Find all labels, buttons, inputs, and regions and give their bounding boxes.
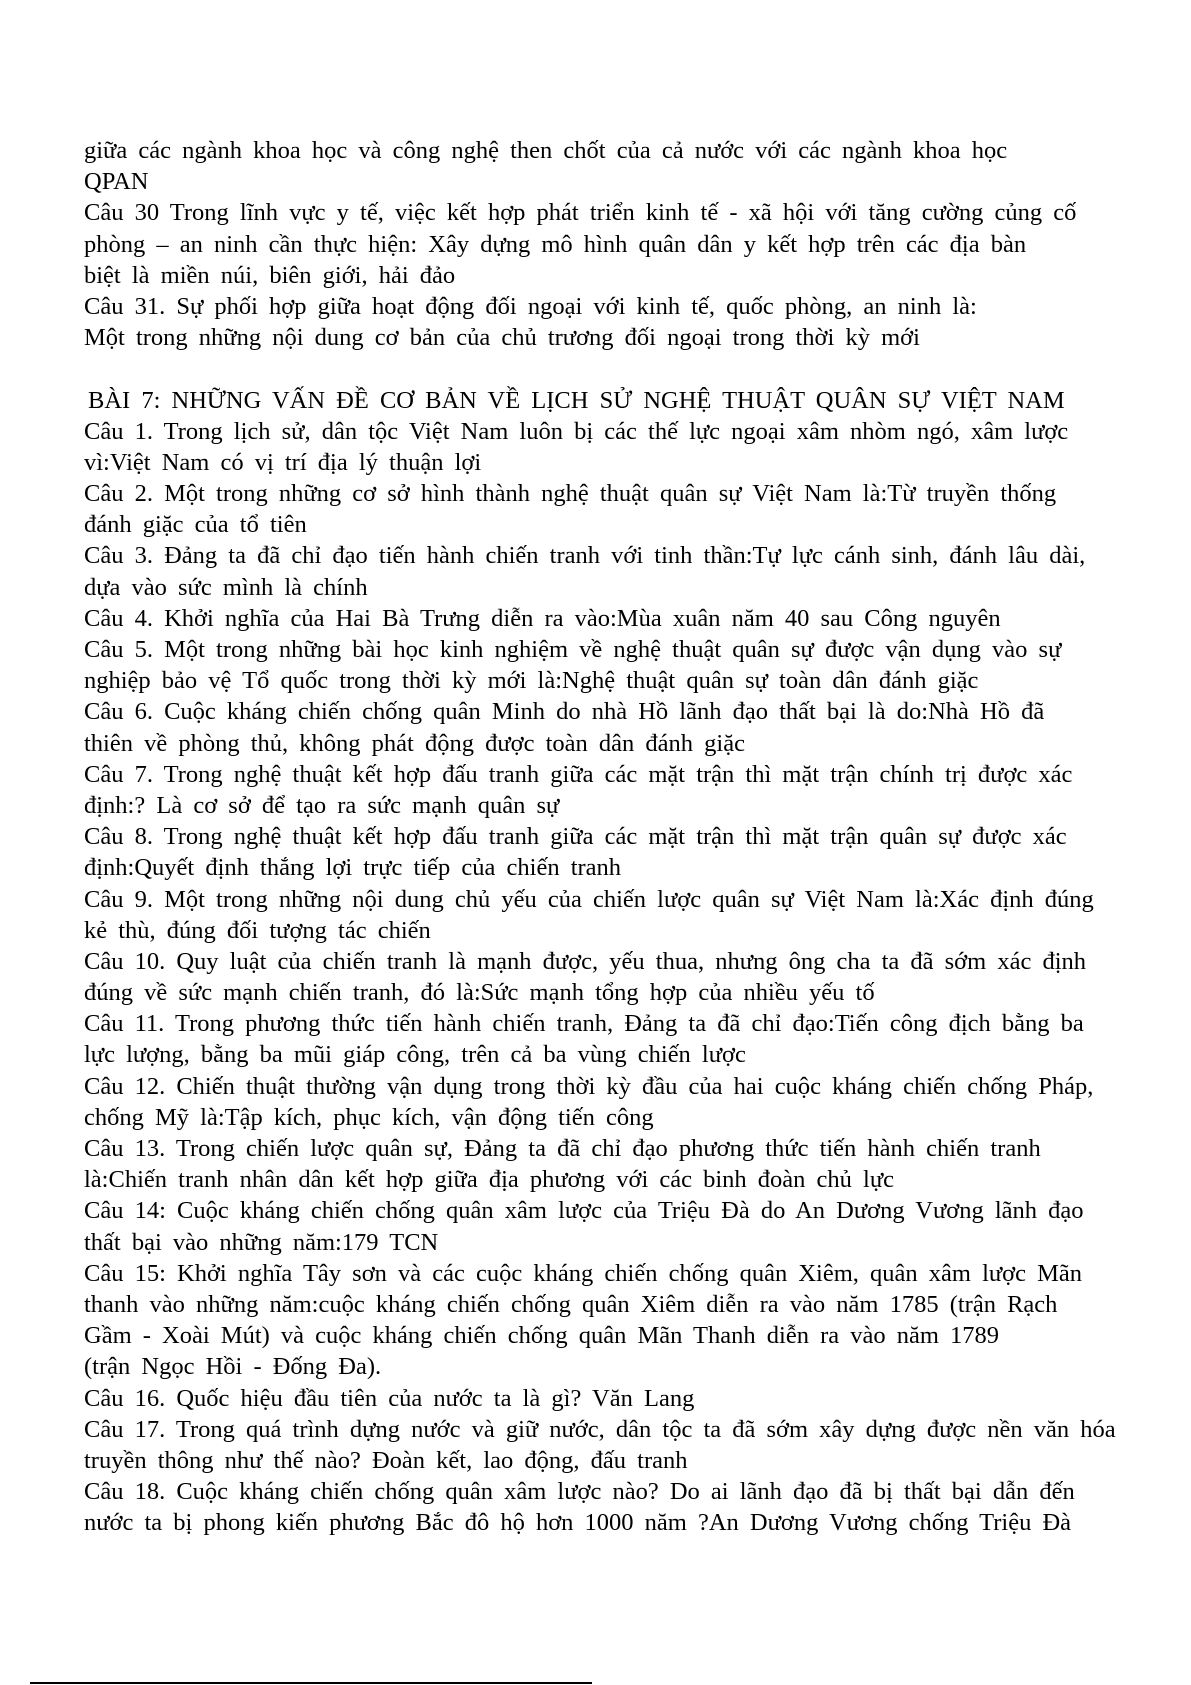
text-line: phòng – an ninh cần thực hiện: Xây dựng mô hình quân dân y kết hợp trên các địa bàn — [84, 230, 1027, 258]
text-line: Câu 9. Một trong những nội dung chủ yếu của chiến lược quân sự Việt Nam là:Xác định đúng — [84, 885, 1094, 913]
blank-line — [84, 353, 1191, 384]
text-line: Câu 12. Chiến thuật thường vận dụng trong thời kỳ đầu của hai cuộc kháng chiến chống Pháp, — [84, 1072, 1094, 1100]
text-line: Câu 14: Cuộc kháng chiến chống quân xâm lược của Triệu Đà do An Dương Vương lãnh đạo — [84, 1197, 1084, 1225]
text-line: chống Mỹ là:Tập kích, phục kích, vận động tiến công — [84, 1103, 654, 1131]
document-body — [84, 135, 1191, 1538]
text-line: Câu 11. Trong phương thức tiến hành chiến tranh, Đảng ta đã chỉ đạo:Tiến công địch bằng ba — [84, 1010, 1084, 1038]
text-line: (trận Ngọc Hồi - Đống Đa). — [84, 1353, 382, 1381]
footer-rule — [30, 1682, 592, 1684]
text-line: là:Chiến tranh nhân dân kết hợp giữa địa phương với các binh đoàn chủ lực — [84, 1166, 895, 1194]
text-line: vì:Việt Nam có vị trí địa lý thuận lợi — [84, 448, 482, 476]
text-line: Câu 3. Đảng ta đã chỉ đạo tiến hành chiến tranh với tinh thần:Tự lực cánh sinh, đánh lâu dài, — [84, 542, 1086, 570]
text-line: Câu 17. Trong quá trình dựng nước và giữ nước, dân tộc ta đã sớm xây dựng được nền văn hóa — [84, 1415, 1116, 1443]
text-line: biệt là miền núi, biên giới, hải đảo — [84, 261, 456, 289]
text-line: kẻ thù, đúng đối tượng tác chiến — [84, 916, 431, 944]
text-line: Câu 4. Khởi nghĩa của Hai Bà Trưng diễn ra vào:Mùa xuân năm 40 sau Công nguyên — [84, 604, 1001, 632]
text-line: đúng về sức mạnh chiến tranh, đó là:Sức mạnh tổng hợp của nhiều yếu tố — [84, 979, 875, 1007]
text-line: Câu 10. Quy luật của chiến tranh là mạnh được, yếu thua, nhưng ông cha ta đã sớm xác định — [84, 947, 1087, 975]
text-line: định:? Là cơ sở để tạo ra sức mạnh quân sự — [84, 791, 560, 819]
text-line: đánh giặc của tổ tiên — [84, 511, 307, 539]
text-line: thất bại vào những năm:179 TCN — [84, 1228, 439, 1256]
text-line: Câu 6. Cuộc kháng chiến chống quân Minh do nhà Hồ lãnh đạo thất bại là do:Nhà Hồ đã — [84, 698, 1045, 726]
text-line: định:Quyết định thắng lợi trực tiếp của chiến tranh — [84, 854, 622, 882]
text-line: Câu 8. Trong nghệ thuật kết hợp đấu tranh giữa các mặt trận thì mặt trận quân sự được xác — [84, 823, 1067, 851]
text-line: Câu 15: Khởi nghĩa Tây sơn và các cuộc kháng chiến chống quân Xiêm, quân xâm lược Mãn — [84, 1259, 1083, 1287]
text-line: Câu 16. Quốc hiệu đầu tiên của nước ta là gì? Văn Lang — [84, 1384, 695, 1412]
section-heading: BÀI 7: NHỮNG VẤN ĐỀ CƠ BẢN VỀ LỊCH SỬ NGHỆ THUẬT QUÂN SỰ VIỆT NAM — [88, 386, 1065, 414]
text-line: nghiệp bảo vệ Tổ quốc trong thời kỳ mới là:Nghệ thuật quân sự toàn dân đánh giặc — [84, 667, 979, 695]
text-line: thanh vào những năm:cuộc kháng chiến chống quân Xiêm diễn ra vào năm 1785 (trận Rạch — [84, 1290, 1058, 1318]
text-line: Một trong những nội dung cơ bản của chủ trương đối ngoại trong thời kỳ mới — [84, 324, 920, 352]
text-line: giữa các ngành khoa học và công nghệ then chốt của cả nước với các ngành khoa học — [84, 137, 1008, 164]
text-line: Câu 1. Trong lịch sử, dân tộc Việt Nam luôn bị các thế lực ngoại xâm nhòm ngó, xâm lược — [84, 417, 1069, 445]
text-line: lực lượng, bằng ba mũi giáp công, trên cả ba vùng chiến lược — [84, 1041, 746, 1069]
text-line: Câu 13. Trong chiến lược quân sự, Đảng ta đã chỉ đạo phương thức tiến hành chiến tranh — [84, 1135, 1041, 1162]
text-line: QPAN — [84, 168, 149, 196]
text-line: thiên về phòng thủ, không phát động được toàn dân đánh giặc — [84, 729, 745, 757]
text-line: Câu 2. Một trong những cơ sở hình thành nghệ thuật quân sự Việt Nam là:Từ truyền thống — [84, 480, 1057, 508]
text-line: Gầm - Xoài Mút) và cuộc kháng chiến chống quân Mãn Thanh diễn ra vào năm 1789 — [84, 1322, 1000, 1350]
text-line: Câu 30 Trong lĩnh vực y tế, việc kết hợp phát triển kinh tế - xã hội với tăng cường củng cố — [84, 199, 1077, 227]
text-line: dựa vào sức mình là chính — [84, 573, 368, 601]
text-line: nước ta bị phong kiến phương Bắc đô hộ hơn 1000 năm ?An Dương Vương chống Triệu Đà — [84, 1509, 1072, 1537]
text-line: Câu 7. Trong nghệ thuật kết hợp đấu tranh giữa các mặt trận thì mặt trận chính trị được xác — [84, 760, 1073, 788]
text-line: Câu 18. Cuộc kháng chiến chống quân xâm lược nào? Do ai lãnh đạo đã bị thất bại dẫn đến — [84, 1478, 1075, 1506]
text-line: Câu 5. Một trong những bài học kinh nghiệm về nghệ thuật quân sự được vận dụng vào sự — [84, 636, 1062, 663]
text-line: Câu 31. Sự phối hợp giữa hoạt động đối ngoại với kinh tế, quốc phòng, an ninh là: — [84, 292, 977, 320]
text-line: truyền thông như thế nào? Đoàn kết, lao động, đấu tranh — [84, 1446, 688, 1474]
